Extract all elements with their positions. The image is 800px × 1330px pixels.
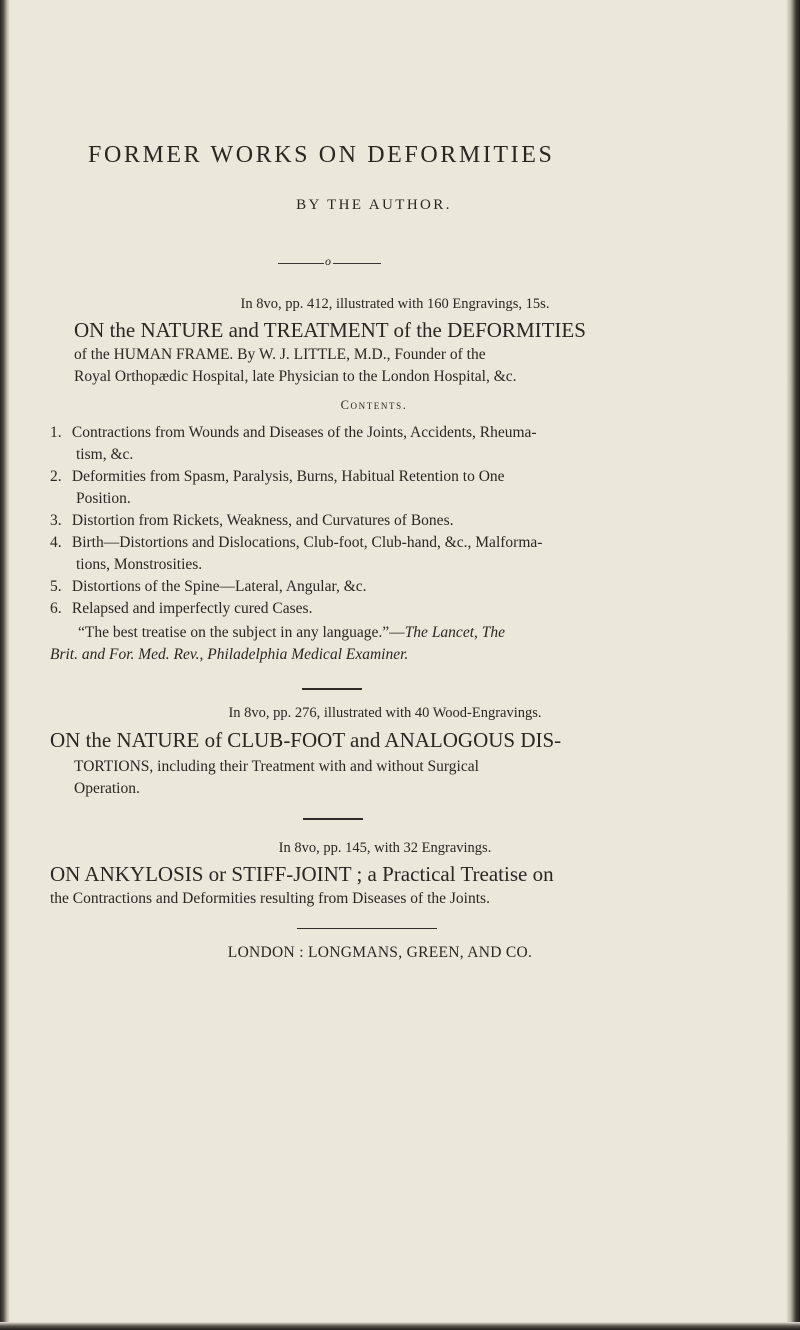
ornament-glyph: o bbox=[325, 254, 331, 268]
contents-item-number: 6. bbox=[50, 600, 62, 617]
page-edge-bottom bbox=[0, 1322, 800, 1330]
contents-item bbox=[50, 466, 720, 510]
quote-sources-continued: Brit. and For. Med. Rev., Philadelphia Medical Examiner. bbox=[50, 646, 409, 663]
quote-text: “The best treatise on the subject in any language.”— bbox=[78, 624, 405, 641]
book1-title: ON the NATURE and TREATMENT of the DEFORMITIES bbox=[74, 318, 586, 342]
contents-item-text: Relapsed and imperfectly cured Cases. bbox=[71, 600, 313, 617]
book1-format: In 8vo, pp. 412, illustrated with 160 Engravings, 15s. bbox=[240, 296, 550, 312]
contents-item bbox=[50, 598, 720, 620]
contents-item-number: 3. bbox=[50, 512, 62, 529]
book2-line-2: TORTIONS, including their Treatment with and without Surgical bbox=[74, 758, 479, 775]
review-quote bbox=[78, 622, 728, 644]
separator-rule bbox=[302, 688, 362, 690]
contents-item bbox=[50, 510, 720, 532]
contents-item-text: Birth—Distortions and Dislocations, Club-foot, Club-hand, &c., Malforma- bbox=[71, 534, 543, 551]
contents-item bbox=[50, 532, 720, 576]
separator-rule bbox=[303, 818, 363, 820]
book3-line-2: the Contractions and Deformities resulting from Diseases of the Joints. bbox=[50, 890, 490, 907]
quote-sources: The Lancet, The bbox=[404, 624, 505, 641]
contents-heading: Contents. bbox=[340, 398, 408, 412]
publisher-imprint: LONDON : LONGMANS, GREEN, AND CO. bbox=[227, 944, 533, 961]
contents-item-continuation: tism, &c. bbox=[76, 446, 134, 463]
contents-item-text: Distortion from Rickets, Weakness, and Curvatures of Bones. bbox=[71, 512, 454, 529]
contents-item-continuation: tions, Monstrosities. bbox=[76, 556, 203, 573]
contents-item-text: Contractions from Wounds and Diseases of the Joints, Accidents, Rheuma- bbox=[71, 424, 537, 441]
contents-item-number: 4. bbox=[50, 534, 62, 551]
contents-item-text: Deformities from Spasm, Paralysis, Burns, Habitual Retention to One bbox=[71, 468, 505, 485]
book1-author-line-1: of the HUMAN FRAME. By W. J. LITTLE, M.D., Founder of the bbox=[74, 346, 486, 363]
book3-title: ON ANKYLOSIS or STIFF-JOINT ; a Practical Treatise on bbox=[50, 862, 554, 886]
contents-item bbox=[50, 422, 720, 466]
book1-author-line-2: Royal Orthopædic Hospital, late Physician to the London Hospital, &c. bbox=[74, 368, 517, 385]
page-title: FORMER WORKS ON DEFORMITIES bbox=[88, 142, 555, 168]
ornament-rule-right bbox=[333, 263, 381, 264]
contents-item-text: Distortions of the Spine—Lateral, Angular, &c. bbox=[71, 578, 367, 595]
ornament-rule-left bbox=[278, 263, 324, 264]
separator-rule-long bbox=[297, 928, 437, 929]
book2-title: ON the NATURE of CLUB-FOOT and ANALOGOUS DIS- bbox=[50, 728, 562, 752]
contents-item bbox=[50, 576, 720, 598]
contents-item-number: 5. bbox=[50, 578, 62, 595]
contents-item-number: 1. bbox=[50, 424, 62, 441]
contents-item-number: 2. bbox=[50, 468, 62, 485]
page-edge-right bbox=[786, 0, 800, 1330]
book2-format: In 8vo, pp. 276, illustrated with 40 Wood-Engravings. bbox=[228, 705, 542, 721]
contents-item-continuation: Position. bbox=[76, 490, 131, 507]
byline: BY THE AUTHOR. bbox=[296, 197, 452, 213]
book3-format: In 8vo, pp. 145, with 32 Engravings. bbox=[278, 840, 492, 856]
book2-line-3: Operation. bbox=[74, 780, 140, 797]
